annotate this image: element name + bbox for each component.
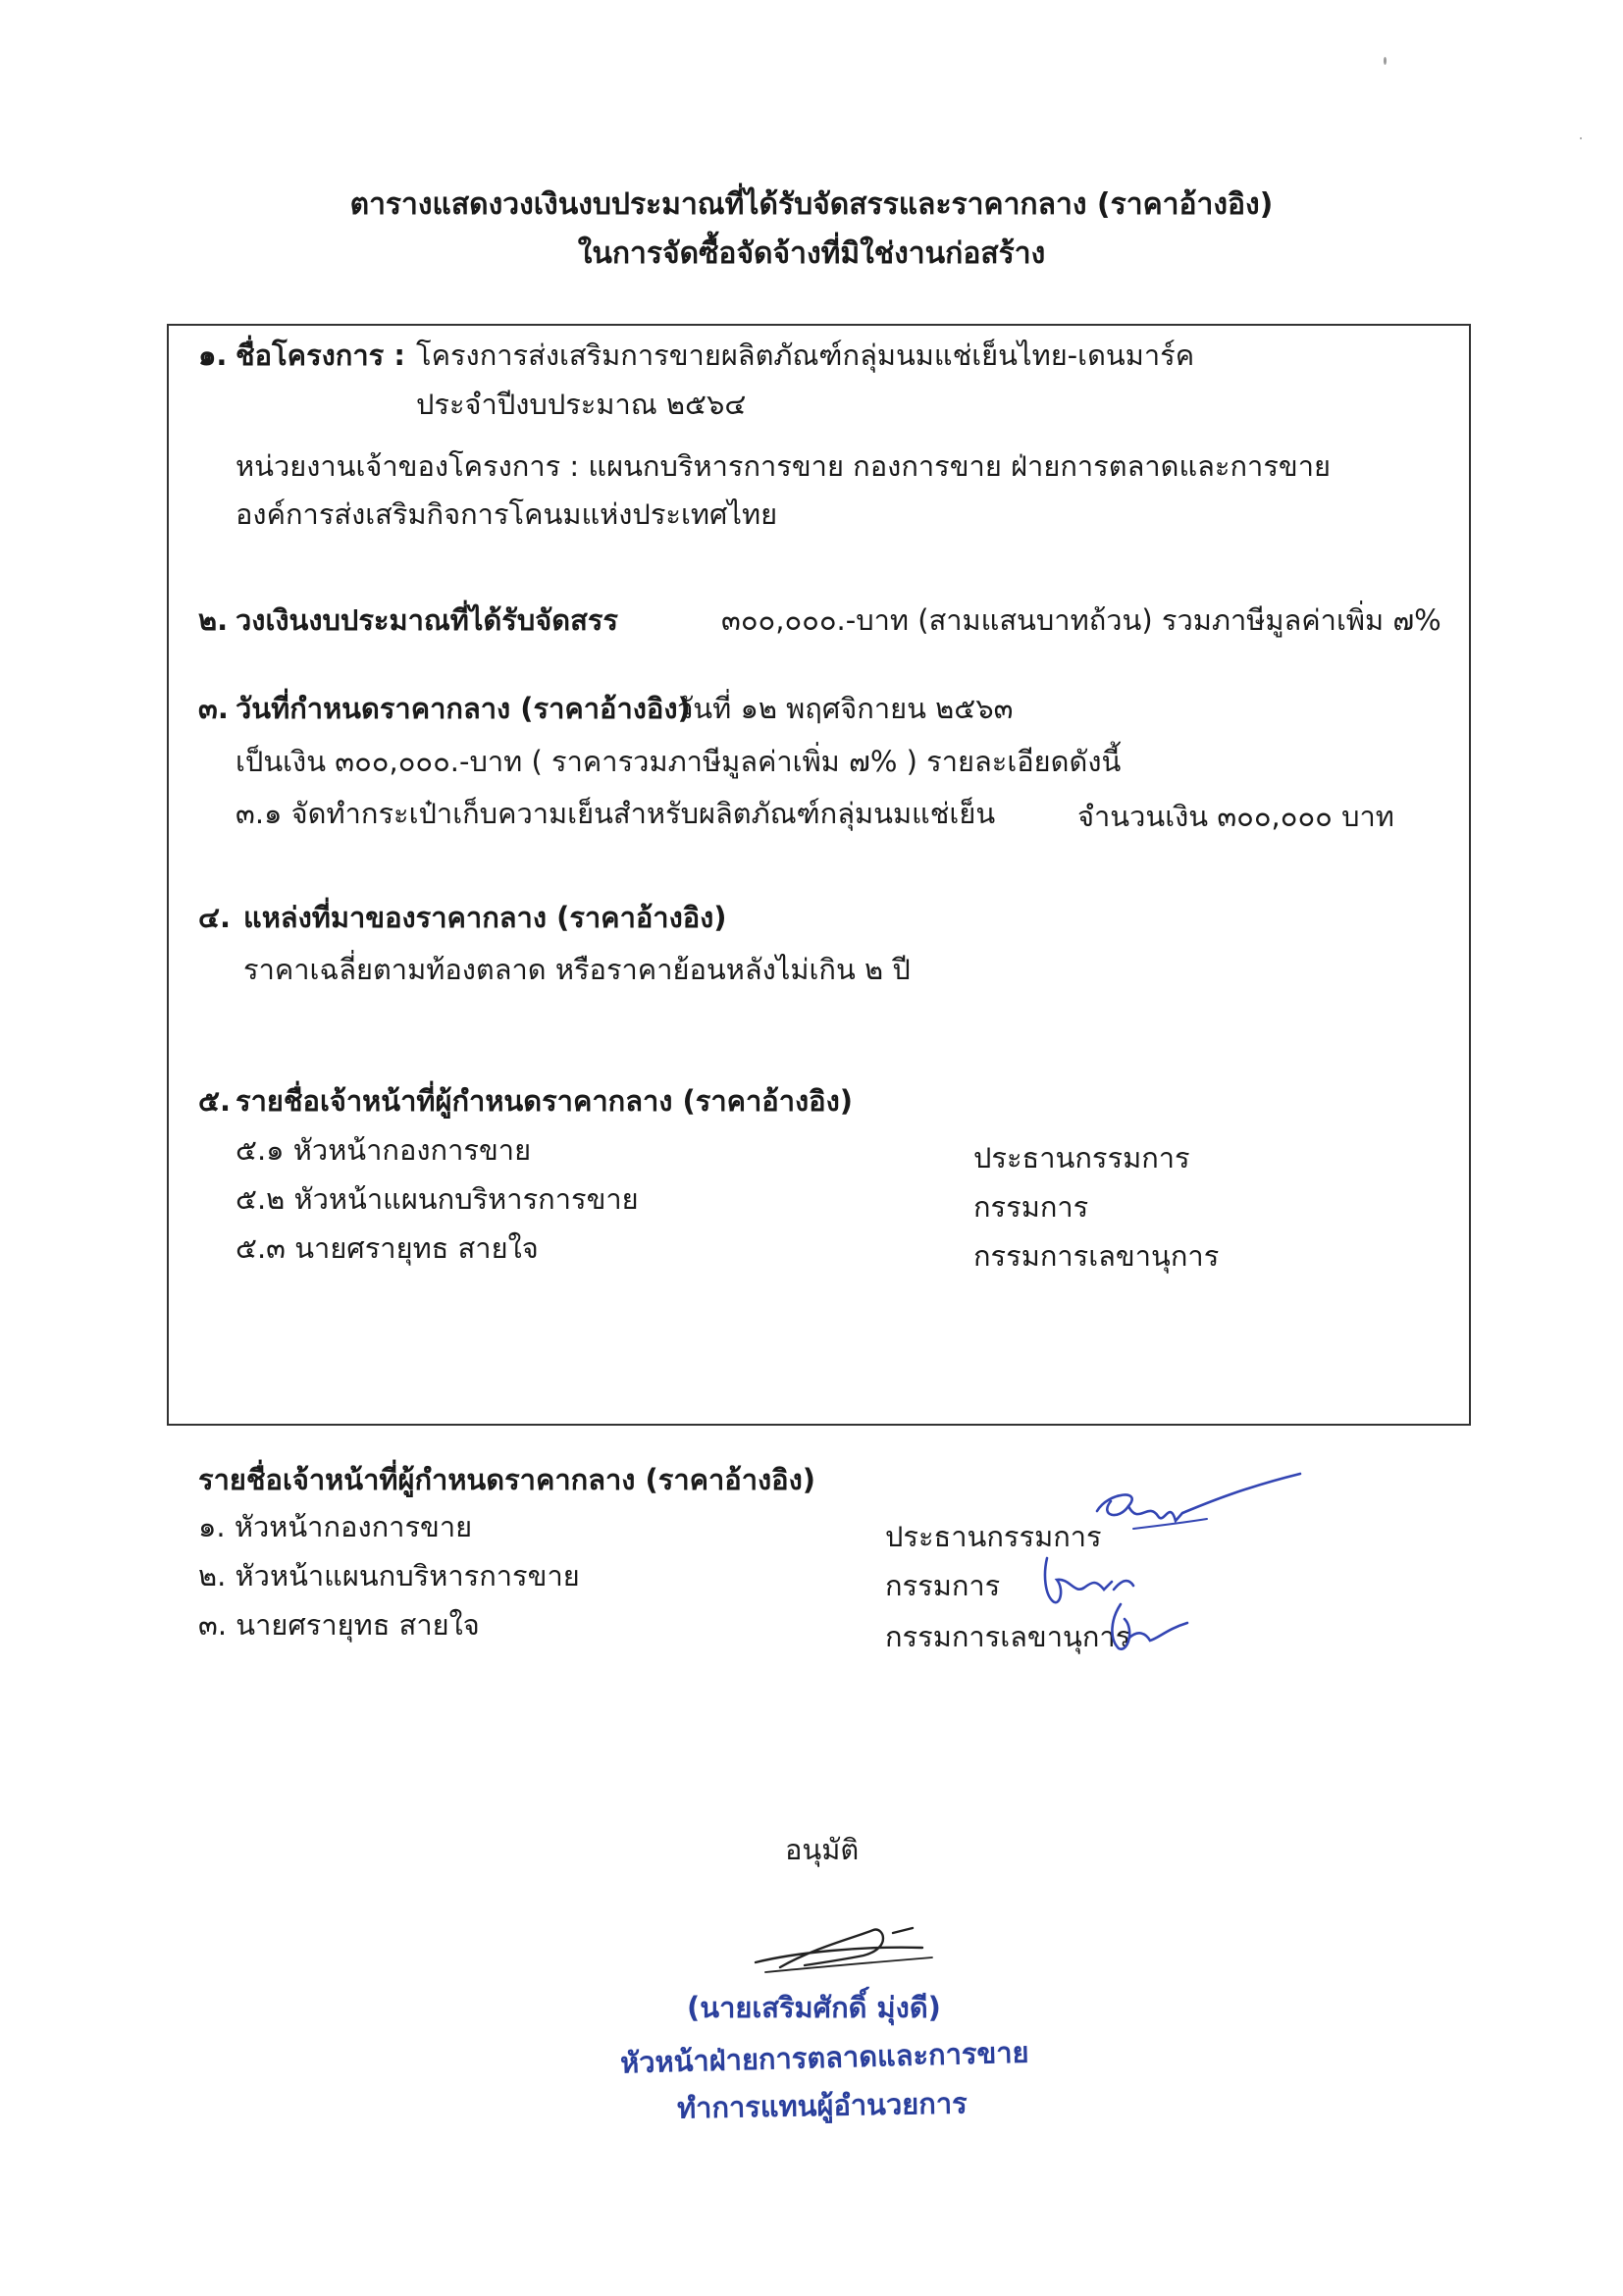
owner-line2: องค์การส่งเสริมกิจการโคนมแห่งประเทศไทย (236, 497, 778, 531)
section4-text: ราคาเฉลี่ยตามท้องตลาด หรือราคาย้อนหลังไม่เกิน ๒ ปี (243, 953, 911, 986)
section2-number: ๒. (198, 603, 229, 637)
section5-member2-role: กรรมการ (973, 1190, 1089, 1224)
section3-item: ๓.๑ จัดทำกระเป๋าเก็บความเย็นสำหรับผลิตภัณฑ์กลุ่มนมแช่เย็น (236, 797, 996, 830)
scan-speck (1384, 57, 1387, 65)
approver-title: หัวหน้าฝ่ายการตลาดและการขาย (619, 2035, 1029, 2080)
section4-label: แหล่งที่มาของราคากลาง (ราคาอ้างอิง) (243, 901, 727, 934)
section2-amount: ๓๐๐,๐๐๐.-บาท (สามแสนบาทถ้วน) รวมภาษีมูลค่าเพิ่ม ๗% (721, 603, 1441, 637)
scan-speck (1580, 137, 1582, 139)
signature-member3-role: กรรมการเลขานุการ (885, 1620, 1131, 1653)
signature-member2-name: ๒. หัวหน้าแผนกบริหารการขาย (198, 1559, 580, 1592)
section5-member1-role: ประธานกรรมการ (973, 1141, 1190, 1174)
owner-line1: หน่วยงานเจ้าของโครงการ : แผนกบริหารการขาย กองการขาย ฝ่ายการตลาดและการขาย (236, 449, 1332, 483)
section2-label: วงเงินงบประมาณที่ได้รับจัดสรร (236, 603, 618, 637)
approver-acting: ทำการแทนผู้อำนวยการ (676, 2086, 968, 2125)
fiscal-year: ประจำปีงบประมาณ ๒๕๖๔ (416, 388, 747, 421)
approver-signature (746, 1918, 942, 1982)
secretary-signature (1099, 1599, 1207, 1658)
section5-member1-name: ๕.๑ หัวหน้ากองการขาย (236, 1133, 532, 1167)
document-title-line2: ในการจัดซื้อจัดจ้างที่มิใช่งานก่อสร้าง (577, 236, 1046, 271)
document-title-line1: ตารางแสดงวงเงินงบประมาณที่ได้รับจัดสรรและราคากลาง (ราคาอ้างอิง) (349, 187, 1274, 222)
signature-member1-role: ประธานกรรมการ (885, 1520, 1102, 1553)
section5-member3-role: กรรมการเลขานุการ (973, 1239, 1220, 1273)
section1-label: ชื่อโครงการ : (236, 339, 405, 372)
signature-member3-name: ๓. นายศรายุทธ สายใจ (198, 1608, 480, 1642)
section3-label: วันที่กำหนดราคากลาง (ราคาอ้างอิง) (236, 692, 691, 725)
chairman-signature (1089, 1472, 1310, 1550)
section3-date: วันที่ ๑๒ พฤศจิกายน ๒๕๖๓ (677, 692, 1014, 725)
signature-member1-name: ๑. หัวหน้ากองการขาย (198, 1510, 473, 1543)
section3-amount-line: เป็นเงิน ๓๐๐,๐๐๐.-บาท ( ราคารวมภาษีมูลค่าเพิ่ม ๗% ) รายละเอียดดังนี้ (236, 745, 1122, 778)
section3-item-amount: จำนวนเงิน ๓๐๐,๐๐๐ บาท (1077, 800, 1394, 833)
approval-label: อนุมัติ (785, 1833, 860, 1866)
signature-member2-role: กรรมการ (885, 1569, 1001, 1602)
section5-label: รายชื่อเจ้าหน้าที่ผู้กำหนดราคากลาง (ราคาอ้างอิง) (236, 1084, 853, 1118)
approver-name: (นายเสริมศักดิ์ มุ่งดี) (687, 1991, 941, 2024)
section5-member3-name: ๕.๓ นายศรายุทธ สายใจ (236, 1231, 539, 1265)
section4-number: ๔. (198, 901, 231, 934)
signatures-heading: รายชื่อเจ้าหน้าที่ผู้กำหนดราคากลาง (ราคาอ้างอิง) (198, 1463, 815, 1496)
section1-number: ๑. (198, 339, 228, 372)
project-name: โครงการส่งเสริมการขายผลิตภัณฑ์กลุ่มนมแช่เย็นไทย-เดนมาร์ค (416, 339, 1195, 372)
section5-number: ๕. (198, 1084, 231, 1118)
section5-member2-name: ๕.๒ หัวหน้าแผนกบริหารการขาย (236, 1182, 639, 1216)
section3-number: ๓. (198, 692, 229, 725)
